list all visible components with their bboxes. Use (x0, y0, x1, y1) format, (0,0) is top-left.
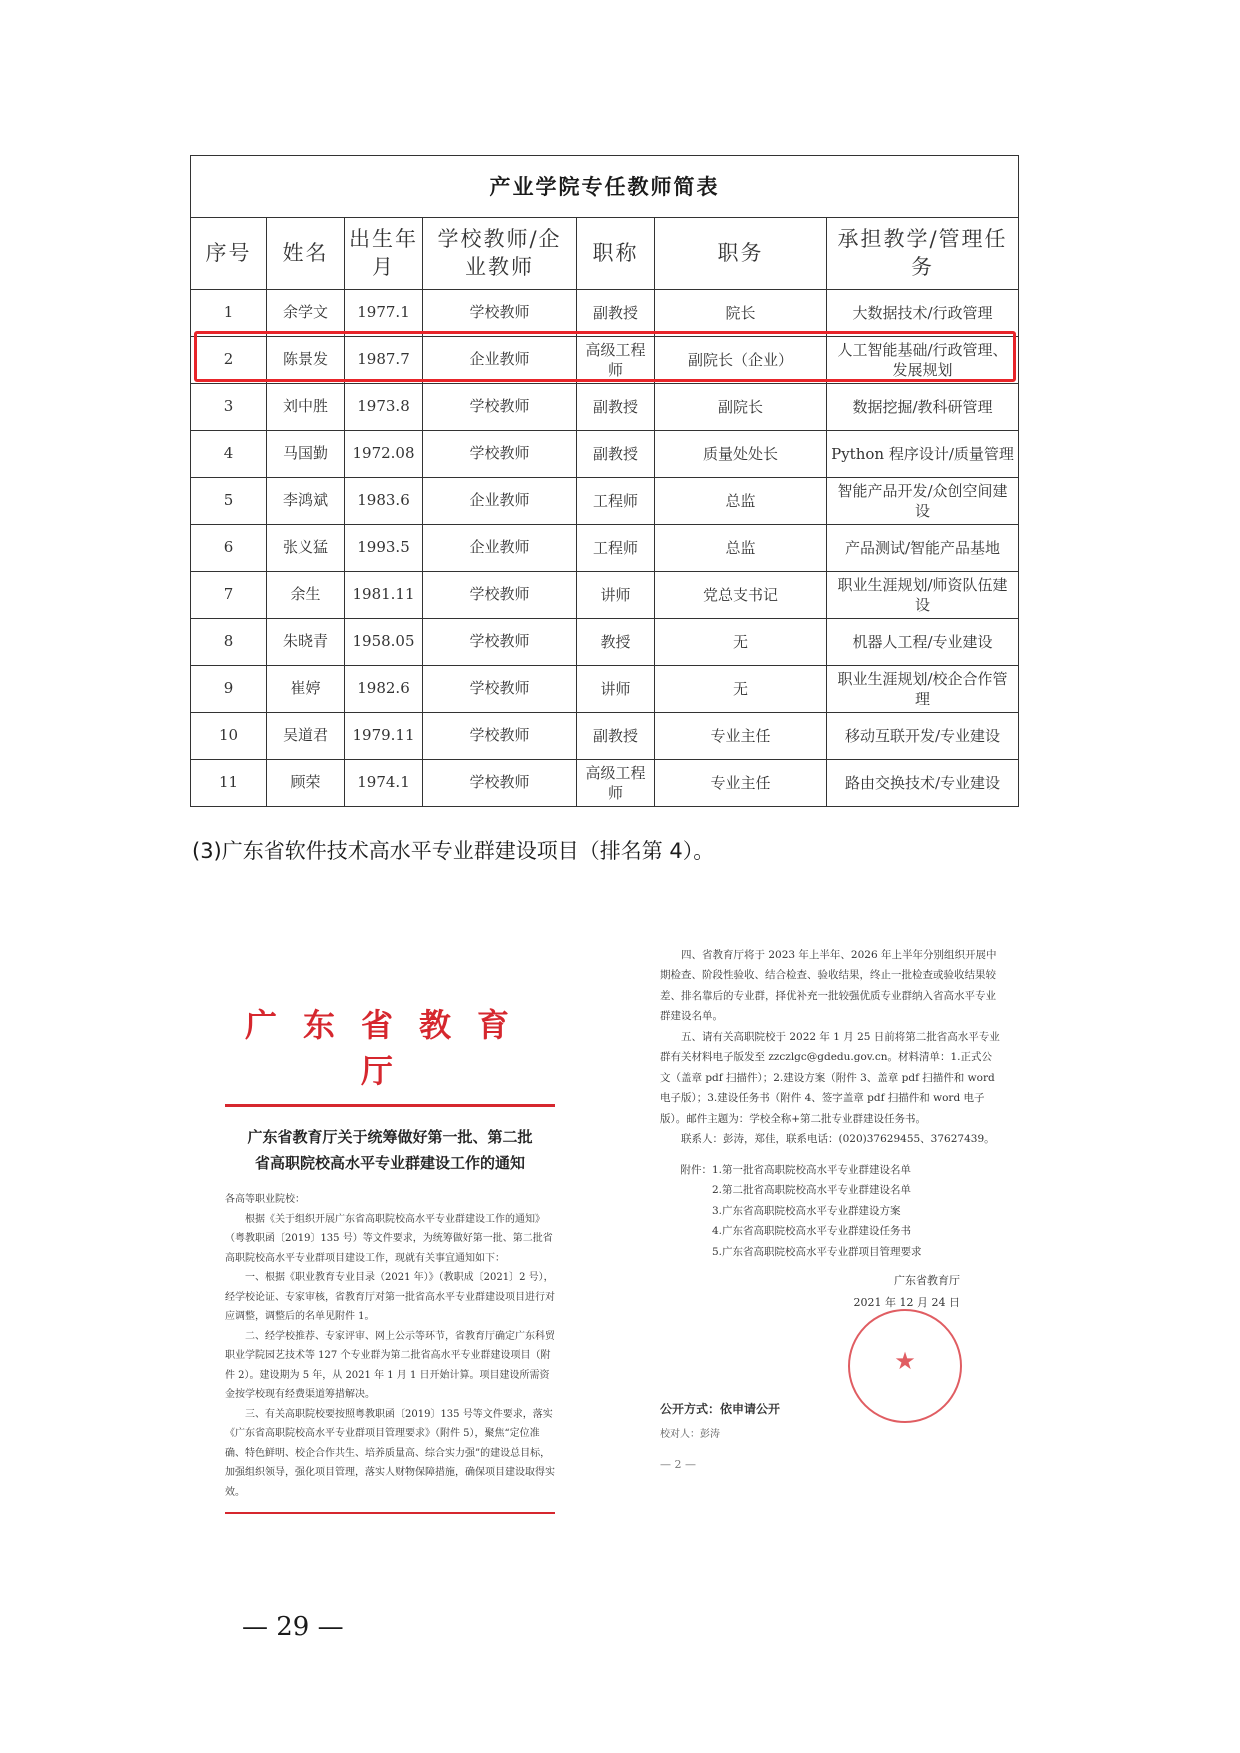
cell-birth: 1987.7 (345, 337, 423, 384)
highlight-box (194, 331, 1016, 382)
cell-no: 10 (191, 713, 267, 760)
paragraph-6: 五、请有关高职院校于 2022 年 1 月 25 日前将第二批省高水平专业群有关材料电子版发至 zzczlgc@gdedu.gov.cn。材料清单：1.正式公文（盖章 pdf 扫描件）；2.建设方案（附件 3、盖章 pdf 扫描件和 word 电子版）；3.建设任务书（附件 4、签字盖章 pdf 扫描件和 word 电子版）。邮件主题为：学校全称+第二批专业群建设任务书。 (660, 1030, 1000, 1125)
cell-type: 企业教师 (423, 478, 577, 525)
cell-rank: 讲师 (577, 572, 655, 619)
proofreader-line: 校对人：彭涛 (660, 1429, 720, 1440)
cell-task: 数据挖掘/教科研管理 (827, 384, 1019, 431)
cell-post: 副院长 (655, 384, 827, 431)
cell-no: 9 (191, 666, 267, 713)
cell-no: 11 (191, 760, 267, 807)
cell-name: 李鸿斌 (267, 478, 345, 525)
red-rule-bottom (225, 1512, 555, 1514)
attachment-item: 2.第二批省高职院校高水平专业群建设名单 (712, 1184, 912, 1197)
attachment-item: 3.广东省高职院校高水平专业群建设方案 (712, 1204, 901, 1217)
cell-no: 1 (191, 290, 267, 337)
cell-birth: 1981.11 (345, 572, 423, 619)
cell-no: 3 (191, 384, 267, 431)
cell-rank: 教授 (577, 619, 655, 666)
cell-task: 移动互联开发/专业建设 (827, 713, 1019, 760)
cell-type: 企业教师 (423, 525, 577, 572)
attachment-item: 5.广东省高职院校高水平专业群项目管理要求 (712, 1245, 922, 1258)
red-rule (225, 1104, 555, 1107)
paragraph-4: 三、有关高职院校要按照粤教职函〔2019〕135 号等文件要求，落实《广东省高职院校高水平专业群项目管理要求》（附件 5），聚焦“定位准确、特色鲜明、校企合作共生、培养质量高、综合实力强”的建设总目标，加强组织领导，强化项目管理，落实人财物保障措施，确保项目建设取得实效。 (225, 1408, 555, 1498)
disclosure-line: 公开方式：依申请公开 (660, 1402, 781, 1416)
attachment-list (660, 1160, 1000, 1262)
header-name: 姓名 (267, 218, 345, 290)
cell-post: 无 (655, 666, 827, 713)
cell-task: 智能产品开发/众创空间建设 (827, 478, 1019, 525)
cell-name: 刘中胜 (267, 384, 345, 431)
cell-task: 人工智能基础/行政管理、发展规划 (827, 337, 1019, 384)
cell-type: 学校教师 (423, 572, 577, 619)
notice-heading-line2: 省高职院校高水平专业群建设工作的通知 (254, 1153, 525, 1172)
cell-birth: 1979.11 (345, 713, 423, 760)
cell-name: 马国勤 (267, 431, 345, 478)
cell-post: 专业主任 (655, 760, 827, 807)
notice-heading-line1: 广东省教育厅关于统筹做好第一批、第二批 (247, 1128, 533, 1146)
cell-birth: 1972.08 (345, 431, 423, 478)
attachment-item: 4.广东省高职院校高水平专业群建设任务书 (712, 1225, 912, 1238)
cell-type: 学校教师 (423, 290, 577, 337)
cell-task: 职业生涯规划/师资队伍建设 (827, 572, 1019, 619)
cell-birth: 1993.5 (345, 525, 423, 572)
cell-post: 副院长（企业） (655, 337, 827, 384)
cell-task: 产品测试/智能产品基地 (827, 525, 1019, 572)
cell-type: 学校教师 (423, 760, 577, 807)
cell-post: 党总支书记 (655, 572, 827, 619)
header-post: 职务 (655, 218, 827, 290)
cell-rank: 高级工程师 (577, 760, 655, 807)
cell-birth: 1983.6 (345, 478, 423, 525)
header-birth: 出生年月 (345, 218, 423, 290)
table-row (191, 760, 1019, 807)
sign-org: 广东省教育厅 (894, 1274, 960, 1288)
official-seal (848, 1309, 962, 1423)
cell-birth: 1958.05 (345, 619, 423, 666)
issuer-title: 广东省教育厅 (244, 1006, 535, 1090)
cell-post: 总监 (655, 525, 827, 572)
cell-name: 吴道君 (267, 713, 345, 760)
cell-birth: 1973.8 (345, 384, 423, 431)
cell-rank: 副教授 (577, 713, 655, 760)
cell-name: 顾荣 (267, 760, 345, 807)
cell-type: 学校教师 (423, 619, 577, 666)
table-row (191, 666, 1019, 713)
cell-no: 6 (191, 525, 267, 572)
cell-no: 7 (191, 572, 267, 619)
notice-heading (225, 1125, 555, 1176)
cell-rank: 副教授 (577, 384, 655, 431)
cell-name: 陈景发 (267, 337, 345, 384)
cell-post: 质量处处长 (655, 431, 827, 478)
inner-page-number: — 2 — (660, 1458, 696, 1471)
cell-type: 学校教师 (423, 666, 577, 713)
cell-no: 2 (191, 337, 267, 384)
cell-rank: 工程师 (577, 525, 655, 572)
cell-task: Python 程序设计/质量管理 (827, 431, 1019, 478)
table-row (191, 713, 1019, 760)
page-number: — 29 — (242, 1612, 344, 1642)
cell-post: 院长 (655, 290, 827, 337)
cell-type: 学校教师 (423, 713, 577, 760)
cell-name: 余学文 (267, 290, 345, 337)
table-row (191, 290, 1019, 337)
cell-task: 机器人工程/专业建设 (827, 619, 1019, 666)
table-row (191, 572, 1019, 619)
project-caption: (3)广东省软件技术高水平专业群建设项目（排名第 4）。 (192, 839, 715, 863)
cell-task: 路由交换技术/专业建设 (827, 760, 1019, 807)
notice-right-page (660, 945, 1000, 1314)
seal-star-icon: ★ (894, 1347, 916, 1375)
cell-post: 无 (655, 619, 827, 666)
cell-birth: 1982.6 (345, 666, 423, 713)
header-type: 学校教师/企业教师 (423, 218, 577, 290)
cell-birth: 1974.1 (345, 760, 423, 807)
cell-no: 4 (191, 431, 267, 478)
header-task: 承担教学/管理任务 (827, 218, 1019, 290)
table-row (191, 619, 1019, 666)
cell-name: 余生 (267, 572, 345, 619)
cell-task: 大数据技术/行政管理 (827, 290, 1019, 337)
cell-no: 5 (191, 478, 267, 525)
paragraph-1: 根据《关于组织开展广东省高职院校高水平专业群建设工作的通知》（粤教职函〔2019〕135 号）等文件要求，为统筹做好第一批、第二批省高职院校高水平专业群项目建设工作，现就有关事宜通知如下： (225, 1213, 553, 1264)
cell-rank: 讲师 (577, 666, 655, 713)
table-row (191, 478, 1019, 525)
cell-type: 学校教师 (423, 384, 577, 431)
cell-type: 学校教师 (423, 431, 577, 478)
table-row (191, 384, 1019, 431)
notice-left-page (225, 1000, 555, 1514)
signature-block (660, 1270, 1000, 1314)
header-rank: 职称 (577, 218, 655, 290)
paragraph-2: 一、根据《职业教育专业目录（2021 年）》（教职成〔2021〕2 号），经学校论证、专家审核，省教育厅对第一批省高水平专业群建设项目进行对应调整，调整后的名单见附件 1。 (225, 1272, 555, 1322)
notice-body-left (225, 1190, 555, 1502)
cell-type: 企业教师 (423, 337, 577, 384)
cell-birth: 1977.1 (345, 290, 423, 337)
cell-task: 职业生涯规划/校企合作管理 (827, 666, 1019, 713)
table-row (191, 525, 1019, 572)
paragraph-3: 二、经学校推荐、专家评审、网上公示等环节，省教育厅确定广东科贸职业学院园艺技术等 127 个专业群为第二批省高水平专业群建设项目（附件 2）。建设期为 5 年，从 2021 年 1 月 1 日开始计算。项目建设所需资金按学校现有经费渠道筹措解决。 (225, 1330, 555, 1400)
cell-name: 朱晓青 (267, 619, 345, 666)
paragraph-5: 四、省教育厅将于 2023 年上半年、2026 年上半年分别组织开展中期检查、阶段性验收、结合检查、验收结果，终止一批检查或验收结果较差、排名靠后的专业群，择优补充一批较强优质专业群纳入省高水平专业群建设名单。 (660, 949, 997, 1023)
cell-name: 崔婷 (267, 666, 345, 713)
cell-name: 张义猛 (267, 525, 345, 572)
teacher-table-container (190, 155, 1018, 807)
teacher-table (190, 155, 1019, 807)
attachment-item: 附件：1.第一批省高职院校高水平专业群建设名单 (660, 1160, 1000, 1180)
cell-rank: 副教授 (577, 290, 655, 337)
table-row (191, 431, 1019, 478)
cell-post: 专业主任 (655, 713, 827, 760)
cell-rank: 高级工程师 (577, 337, 655, 384)
cell-rank: 副教授 (577, 431, 655, 478)
attachment-label: 附件： (680, 1163, 712, 1176)
table-header-row (191, 218, 1019, 290)
table-title: 产业学院专任教师简表 (191, 156, 1019, 218)
sign-date: 2021 年 12 月 24 日 (853, 1296, 960, 1310)
cell-rank: 工程师 (577, 478, 655, 525)
salutation: 各高等职业院校： (225, 1194, 305, 1205)
cell-no: 8 (191, 619, 267, 666)
header-no: 序号 (191, 218, 267, 290)
cell-post: 总监 (655, 478, 827, 525)
contact-line: 联系人：彭涛，郑佳，联系电话：(020)37629455、37627439。 (681, 1133, 995, 1146)
